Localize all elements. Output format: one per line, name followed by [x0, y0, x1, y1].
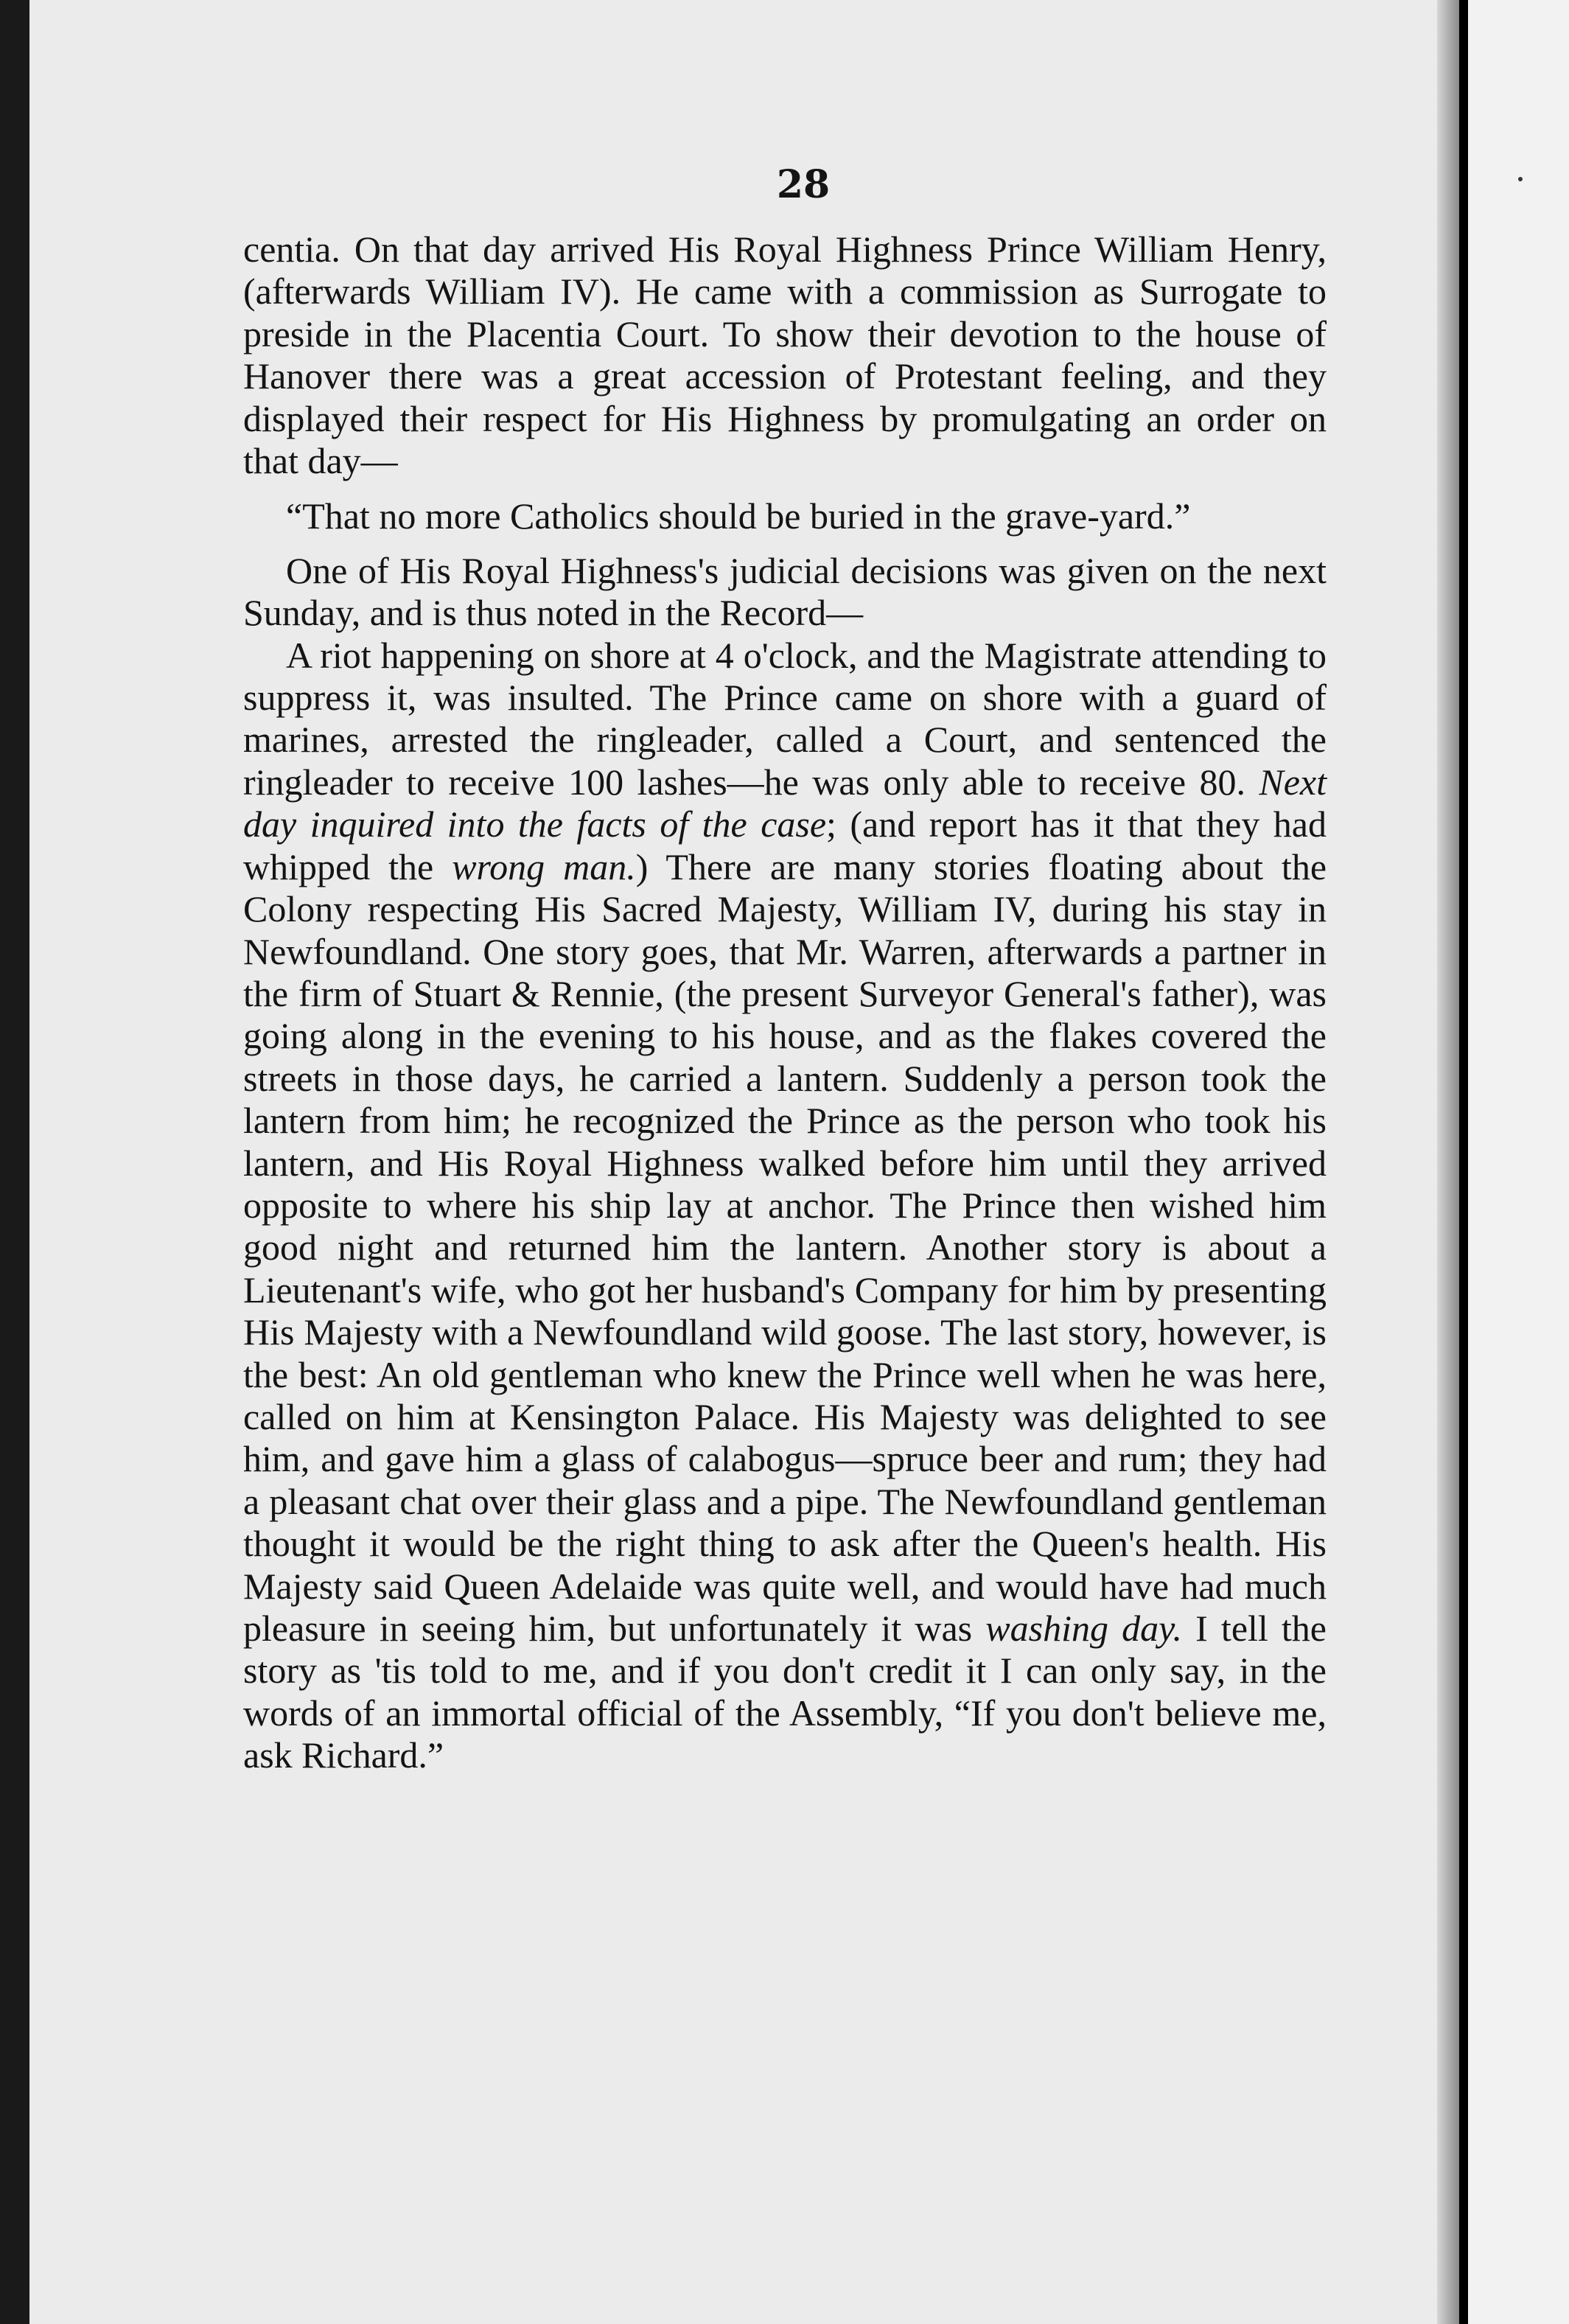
text-segment: A riot happening on shore at 4 o'clock, and the Magistrate attending to suppress it, was insulted. The Prince came on shore with a guard of marines, arrested the ringleader, called a Court, and sentenced the ringleader to receive 100 lashes—he was only able to receive 80. [243, 634, 1327, 803]
paragraph-2-quote [243, 495, 1327, 537]
italic-segment: washing day. [985, 1608, 1183, 1649]
italic-segment: Next day inquired into the facts of the case [243, 761, 1327, 845]
text-segment: I tell the story as 'tis told to me, and if you don't credit it I can only say, in the words of an immortal official of the Assembly, “If you don't believe me, ask Richard.” [243, 1608, 1327, 1776]
paragraph-3 [243, 550, 1327, 635]
scan-right-margin [1468, 0, 1569, 2324]
page-number: 28 [776, 162, 831, 207]
text-segment: ) There are many stories floating about the Colony respecting His Sacred Majesty, William IV, during his stay in Newfoundland. One story goes, that Mr. Warren, afterwards a partner in the firm of Stuart & Rennie, (the present Surveyor General's father), was going along in the evening to his house, and as the flakes covered the streets in those days, he carried a lantern. Suddenly a person took the lantern from him; he recognized the Prince as the person who took his lantern, and His Royal Highness walked before him until they arrived opposite to where his ship lay at anchor. The Prince then wished him good night and returned him the lantern. Another story is about a Lieutenant's wife, who got her husband's Company for him by presenting His Majesty with a Newfoundland wild goose. The last story, however, is the best: An old gentleman who knew the Prince well when he was here, called on him at Kensington Palace. His Majesty was delighted to see him, and gave him a glass of calabogus—spruce beer and rum; they had a pleasant chat over their glass and a pipe. The Newfoundland gentleman thought it would be the right thing to ask after the Queen's health. His Majesty said Queen Adelaide was quite well, and would have had much pleasure in seeing him, but unfortunately it was [243, 845, 1327, 1649]
scan-speck [1518, 177, 1523, 181]
body-text [243, 228, 1327, 1777]
text-segment: ; (and report has it that they had whipped the [243, 803, 1327, 887]
paragraph-4 [243, 635, 1327, 1777]
paragraph-1 [243, 228, 1327, 482]
text-segment: centia. On that day arrived His Royal Highness Prince William Henry, (afterwards William IV). He came with a commission as Surrogate to preside in the Placentia Court. To show their devotion to the house of Hanover there was a great accession of Protestant feeling, and they displayed their respect for His Highness by promulgating an order on that day— [243, 228, 1327, 482]
text-segment: One of His Royal Highness's judicial decisions was given on the next Sunday, and is thus noted in the Record— [243, 549, 1327, 634]
page-fold-shadow [1437, 0, 1459, 2324]
scan-left-edge [0, 0, 29, 2324]
italic-segment: wrong man. [452, 845, 636, 887]
text-segment: “That no more Catholics should be buried in the grave-yard.” [286, 495, 1191, 537]
